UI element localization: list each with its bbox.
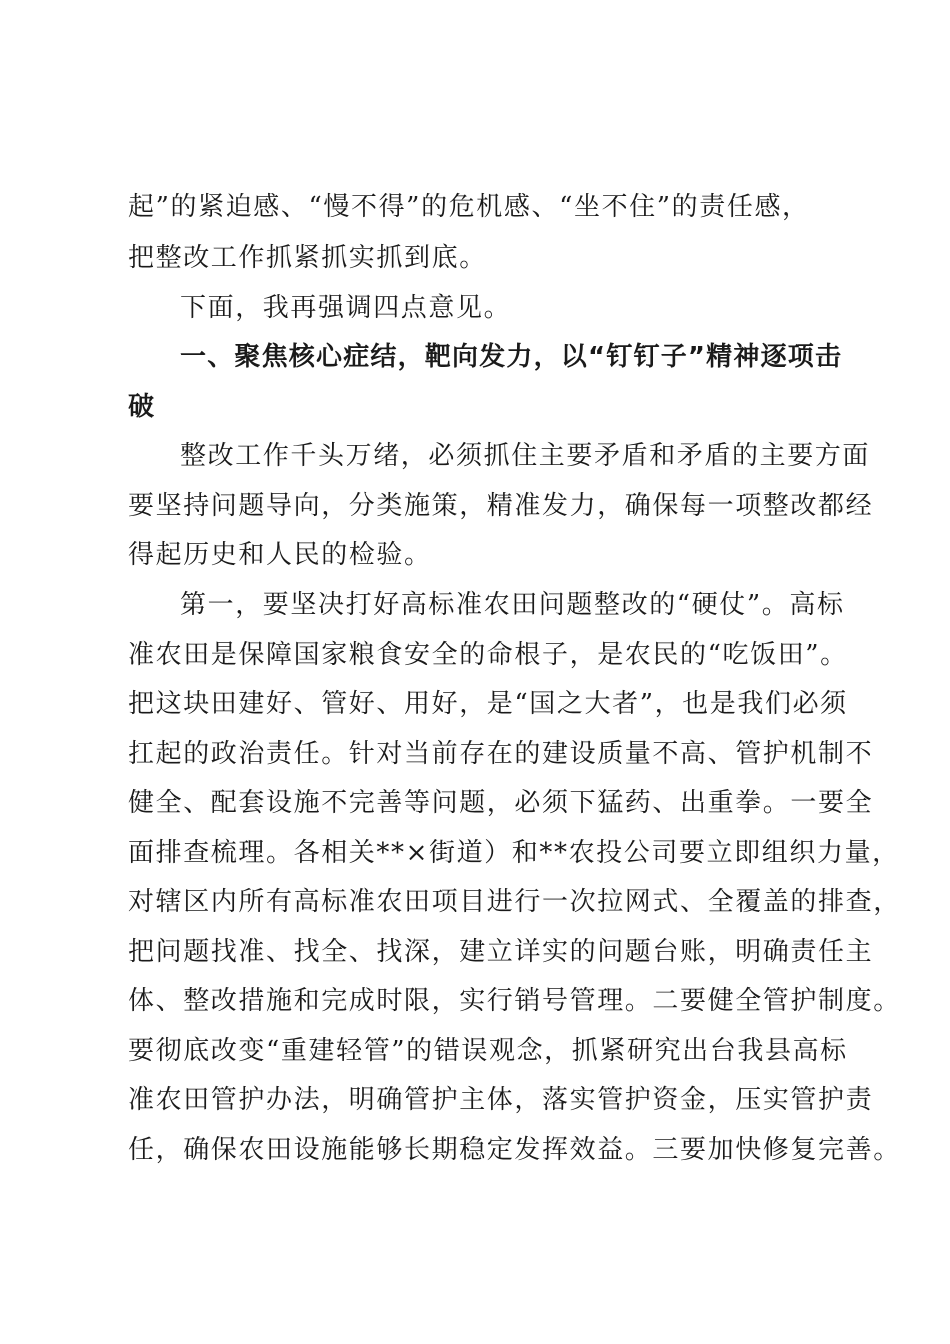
text-line: 得起历史和人民的检验。 — [128, 540, 432, 570]
text-line: 要坚持问题导向，分类施策，精准发力，确保每一项整改都经 — [128, 491, 874, 521]
text-line: 起”的紧迫感、“慢不得”的危机感、“坐不住”的责任感， — [128, 192, 810, 222]
text-line: 对辖区内所有高标准农田项目进行一次拉网式、全覆盖的排查， — [128, 887, 901, 917]
text-line: 要彻底改变“重建轻管”的错误观念，抓紧研究出台我县高标 — [128, 1036, 848, 1066]
text-line: 下面，我再强调四点意见。 — [180, 293, 512, 323]
text-line: 体、整改措施和完成时限，实行销号管理。二要健全管护制度。 — [128, 986, 901, 1016]
text-line: 准农田管护办法，明确管护主体，落实管护资金，压实管护责 — [128, 1085, 874, 1115]
text-line: 面排查梳理。各相关**×街道）和**农投公司要立即组织力量， — [128, 838, 900, 868]
text-line: 准农田是保障国家粮食安全的命根子，是农民的“吃饭田”。 — [128, 640, 848, 670]
text-line: 把这块田建好、管好、用好，是“国之大者”，也是我们必须 — [128, 689, 848, 719]
text-line: 第一，要坚决打好高标准农田问题整改的“硬仗”。高标 — [180, 590, 845, 620]
text-line: 把整改工作抓紧抓实抓到底。 — [128, 243, 487, 273]
text-line: 整改工作千头万绪，必须抓住主要矛盾和矛盾的主要方面 — [180, 441, 871, 471]
text-line: 健全、配套设施不完善等问题，必须下猛药、出重拳。一要全 — [128, 788, 874, 818]
text-line: 扛起的政治责任。针对当前存在的建设质量不高、管护机制不 — [128, 739, 874, 769]
section-heading: 一、聚焦核心症结，靶向发力，以“钉钉子”精神逐项击 — [180, 342, 843, 372]
text-line: 任，确保农田设施能够长期稳定发挥效益。三要加快修复完善。 — [128, 1135, 901, 1165]
section-heading-continued: 破 — [128, 392, 156, 422]
text-line: 把问题找准、找全、找深，建立详实的问题台账，明确责任主 — [128, 937, 874, 967]
